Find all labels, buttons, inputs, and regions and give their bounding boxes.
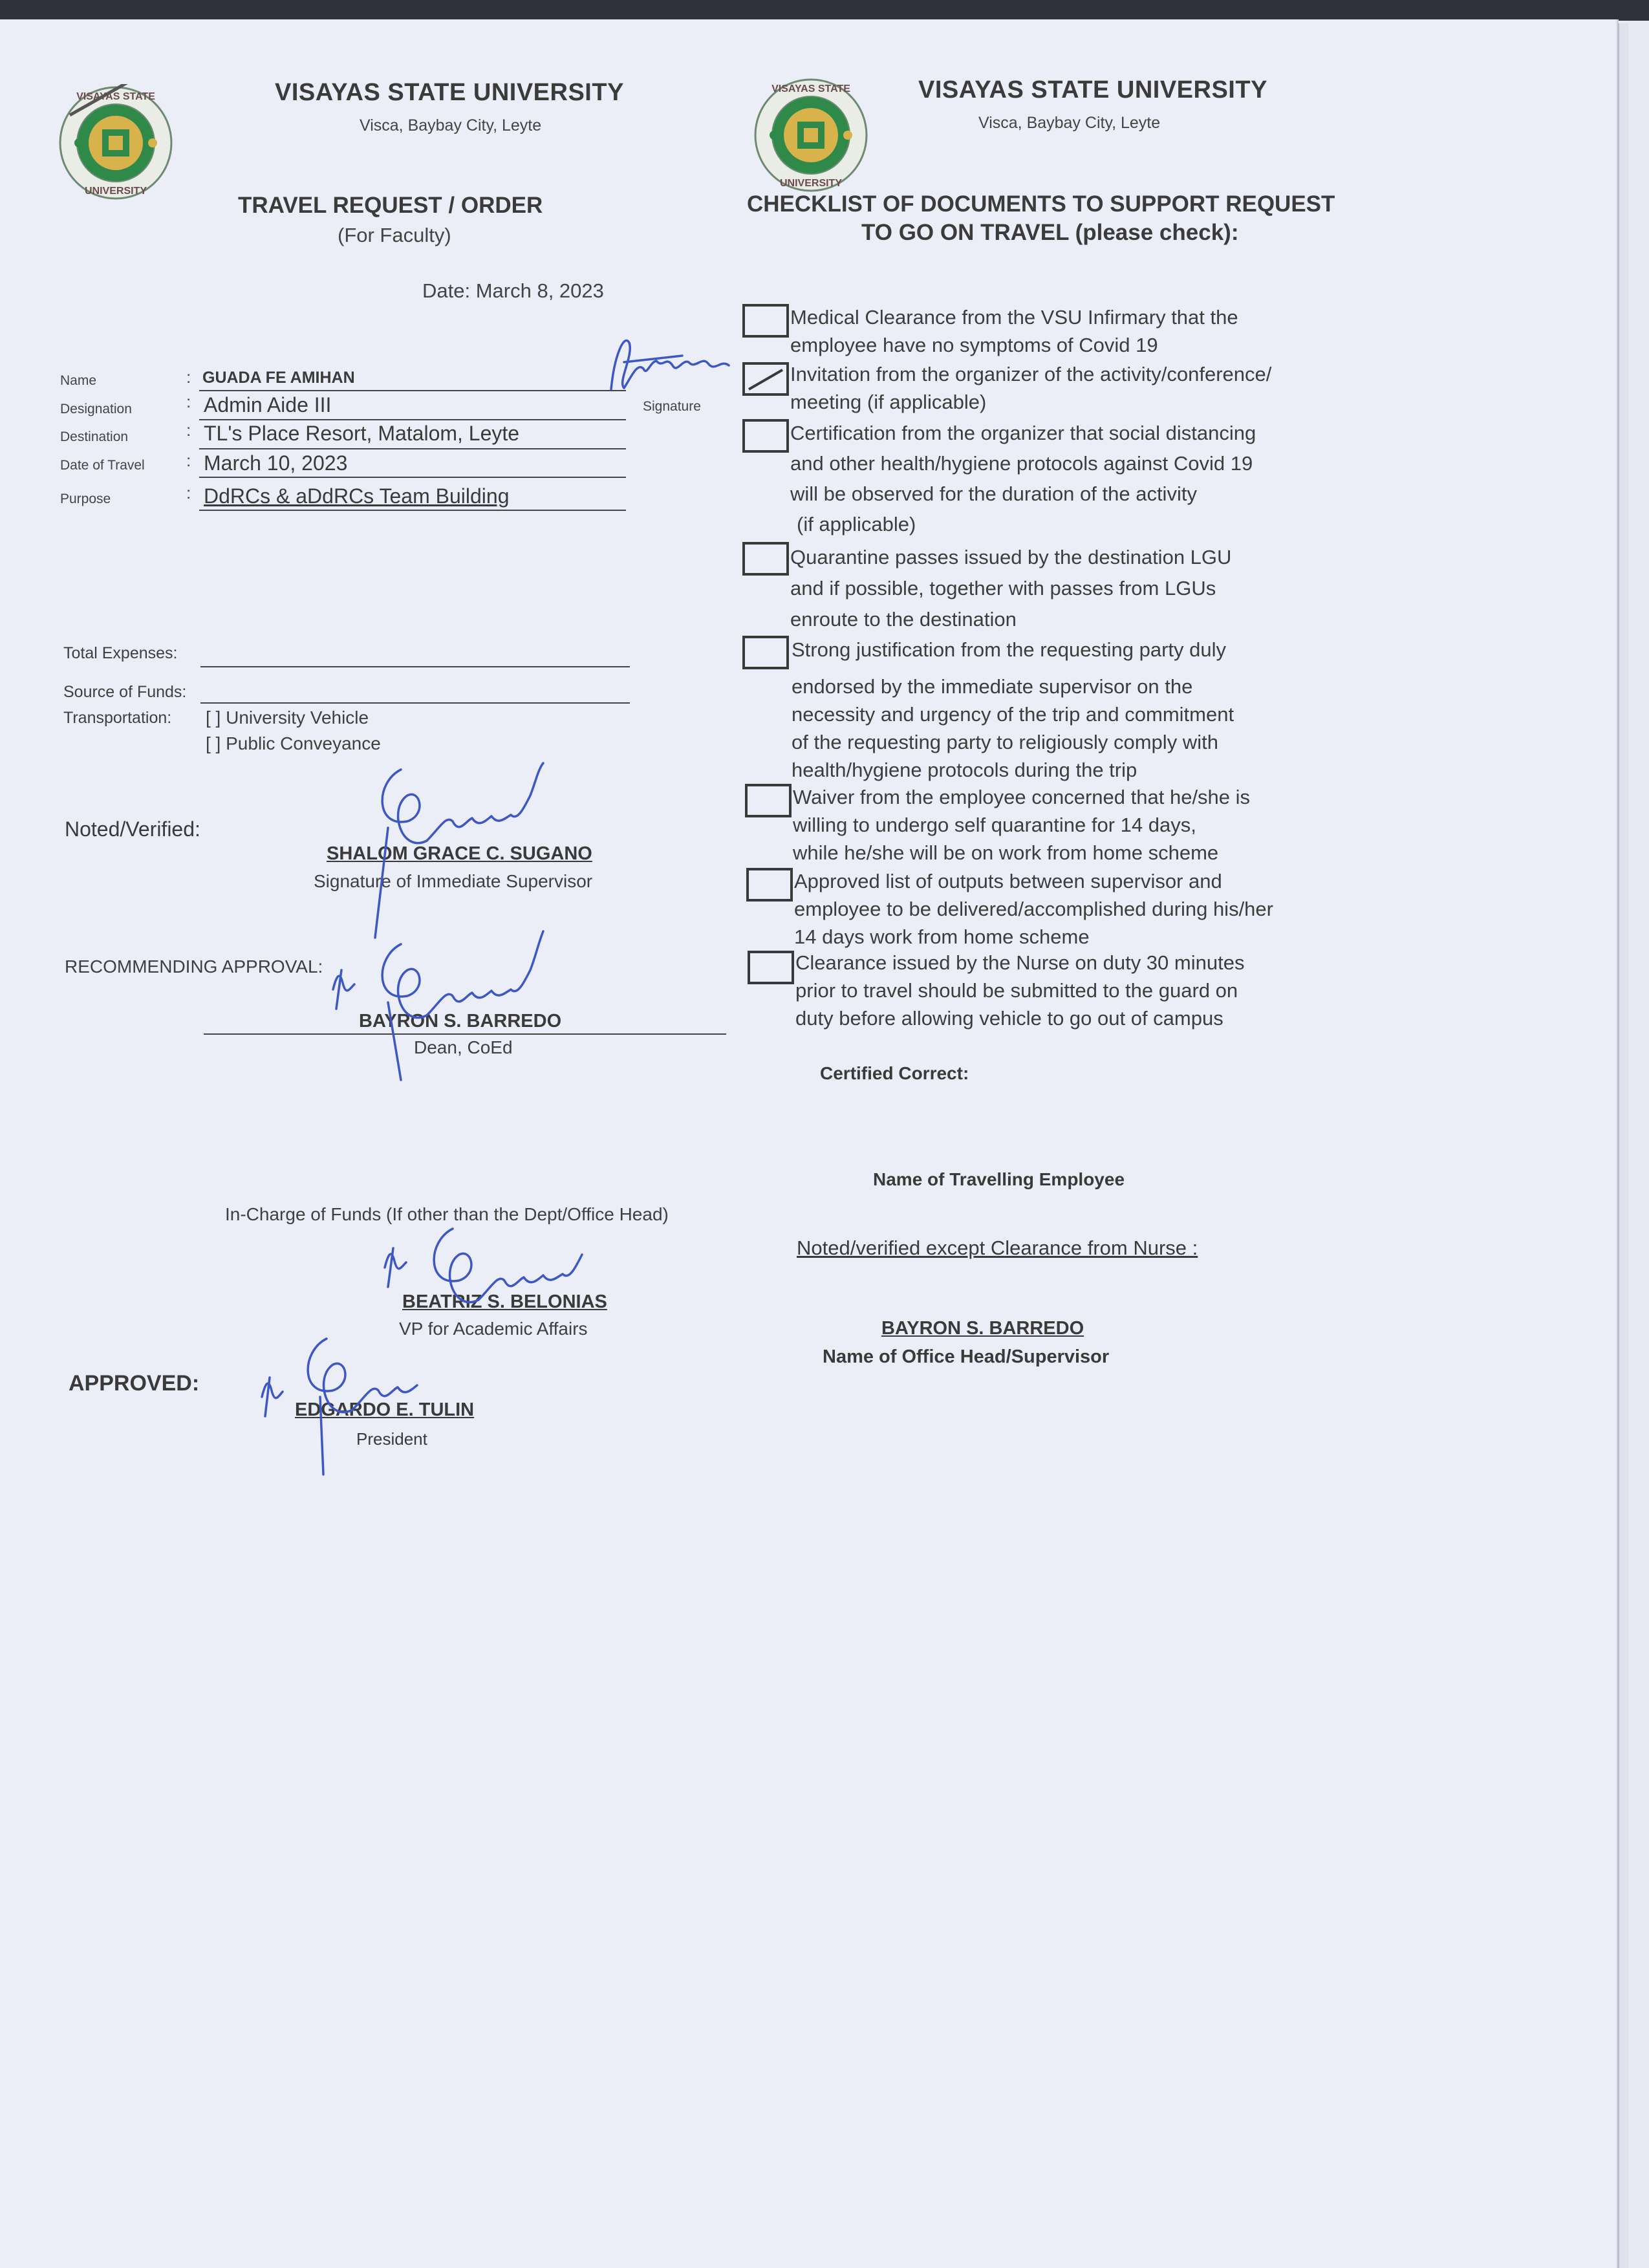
seal-text-bottom: UNIVERSITY [84,186,147,197]
destination-underline [199,448,626,449]
name-value[interactable]: GUADA FE AMIHAN [202,369,355,387]
in-charge-of-funds-label: In-Charge of Funds (If other than the Dept/Office Head) [225,1204,669,1224]
supervisor-name: SHALOM GRACE C. SUGANO [327,843,592,864]
check-mark-icon [745,365,786,393]
checklist-item-8: Clearance issued by the Nurse on duty 30 minutes prior to travel should be submitted to the guard on duty before allowing vehicle to go out of campus [795,951,1245,1030]
employee-signature [605,330,734,401]
request-date: Date: March 8, 2023 [422,279,604,302]
office-head-name: BAYRON S. BARREDO [881,1318,1084,1339]
transportation-label: Transportation: [63,709,172,727]
certified-correct-label: Certified Correct: [820,1063,969,1083]
scan-top-band [0,0,1649,21]
seal-text-top: VISAYAS STATE [771,83,850,94]
checkbox-waiver[interactable] [745,784,792,817]
seal-text-top: VISAYAS STATE [76,91,155,102]
signature-label: Signature [643,399,701,414]
university-seal-left [57,84,175,202]
vp-name: BEATRIZ S. BELONIAS [402,1291,607,1312]
noted-except-nurse-label: Noted/verified except Clearance from Nurse : [797,1237,1198,1259]
colon: : [186,392,191,411]
university-name-right: VISAYAS STATE UNIVERSITY [918,76,1267,103]
transport-public-conveyance[interactable]: [ ] Public Conveyance [206,733,381,753]
checklist-title-line2: TO GO ON TRAVEL (please check): [861,220,1239,245]
noted-verified-label: Noted/Verified: [65,817,200,841]
checklist-item-7: Approved list of outputs between supervisor and employee to be delivered/accomplished during his/her 14 days work from home scheme [794,870,1273,948]
source-funds-underline [200,702,630,704]
colon: : [186,367,191,387]
colon: : [186,483,191,502]
colon: : [186,451,191,470]
university-name-left: VISAYAS STATE UNIVERSITY [275,79,624,106]
form-title: TRAVEL REQUEST / ORDER [238,193,543,218]
checklist-item-5: Strong justification from the requesting party duly endorsed by the immediate supervisor on the necessity and urgency of the trip and commitment of the requesting party to religiously comply with health/hygiene protocols during the trip [792,638,1234,781]
source-of-funds-label: Source of Funds: [63,683,187,701]
travelling-employee-label: Name of Travelling Employee [873,1169,1125,1189]
checkbox-certification[interactable] [742,419,789,453]
checkbox-approved-outputs[interactable] [746,868,793,902]
purpose-label: Purpose [60,491,111,506]
checkbox-invitation[interactable] [742,362,789,396]
total-expenses-label: Total Expenses: [63,644,178,662]
checkbox-quarantine-passes[interactable] [742,542,789,576]
designation-label: Designation [60,402,132,416]
university-seal-right [752,76,870,194]
purpose-underline [199,510,626,511]
designation-value[interactable]: Admin Aide III [204,393,332,416]
purpose-value[interactable]: DdRCs & aDdRCs Team Building [204,484,510,508]
office-head-title: Name of Office Head/Supervisor [823,1346,1110,1367]
date-underline [199,477,626,478]
dean-name: BAYRON S. BARREDO [359,1011,562,1031]
checklist-item-1: Medical Clearance from the VSU Infirmary that the employee have no symptoms of Covid 19 [790,306,1238,356]
checklist-title-line1: CHECKLIST OF DOCUMENTS TO SUPPORT REQUEST [747,191,1335,217]
date-of-travel-value[interactable]: March 10, 2023 [204,451,348,475]
checklist-item-4: Quarantine passes issued by the destination LGU and if possible, together with passes from LGUs enroute to the destination [790,546,1232,631]
president-title: President [356,1429,427,1449]
checkbox-medical-clearance[interactable] [742,304,789,338]
president-name: EDGARDO E. TULIN [295,1399,475,1420]
destination-value[interactable]: TL's Place Resort, Matalom, Leyte [204,422,520,445]
seal-text-bottom: UNIVERSITY [779,178,843,189]
university-address-left: Visca, Baybay City, Leyte [360,116,542,135]
supervisor-signature [362,757,556,918]
checkbox-strong-justification[interactable] [742,636,789,669]
dean-signature [323,925,569,1086]
checkbox-nurse-clearance[interactable] [748,951,794,984]
form-subtitle: (For Faculty) [338,224,451,246]
total-expenses-underline [200,666,630,667]
name-label: Name [60,373,97,388]
recommending-approval-label: RECOMMENDING APPROVAL: [65,956,323,977]
president-signature [255,1326,436,1481]
vp-title: VP for Academic Affairs [399,1319,588,1339]
checklist-item-6: Waiver from the employee concerned that he/she is willing to undergo self quarantine for 14 days, while he/she will be on work from home scheme [793,786,1251,864]
transport-university-vehicle[interactable]: [ ] University Vehicle [206,707,369,728]
approved-label: APPROVED: [69,1371,200,1396]
dean-title: Dean, CoEd [414,1037,513,1057]
checklist-item-2: Invitation from the organizer of the activity/conference/ meeting (if applicable) [790,363,1272,413]
page-edge [1618,23,1628,2268]
university-address-right: Visca, Baybay City, Leyte [978,114,1161,132]
date-of-travel-label: Date of Travel [60,458,145,473]
colon: : [186,420,191,440]
checklist-item-3: Certification from the organizer that social distancing and other health/hygiene protocols against Covid 19 will be observed for the duration of the activity (if applicable) [790,422,1256,535]
name-underline [199,390,626,391]
designation-underline [199,419,626,420]
destination-label: Destination [60,429,129,444]
supervisor-title: Signature of Immediate Supervisor [314,871,593,891]
